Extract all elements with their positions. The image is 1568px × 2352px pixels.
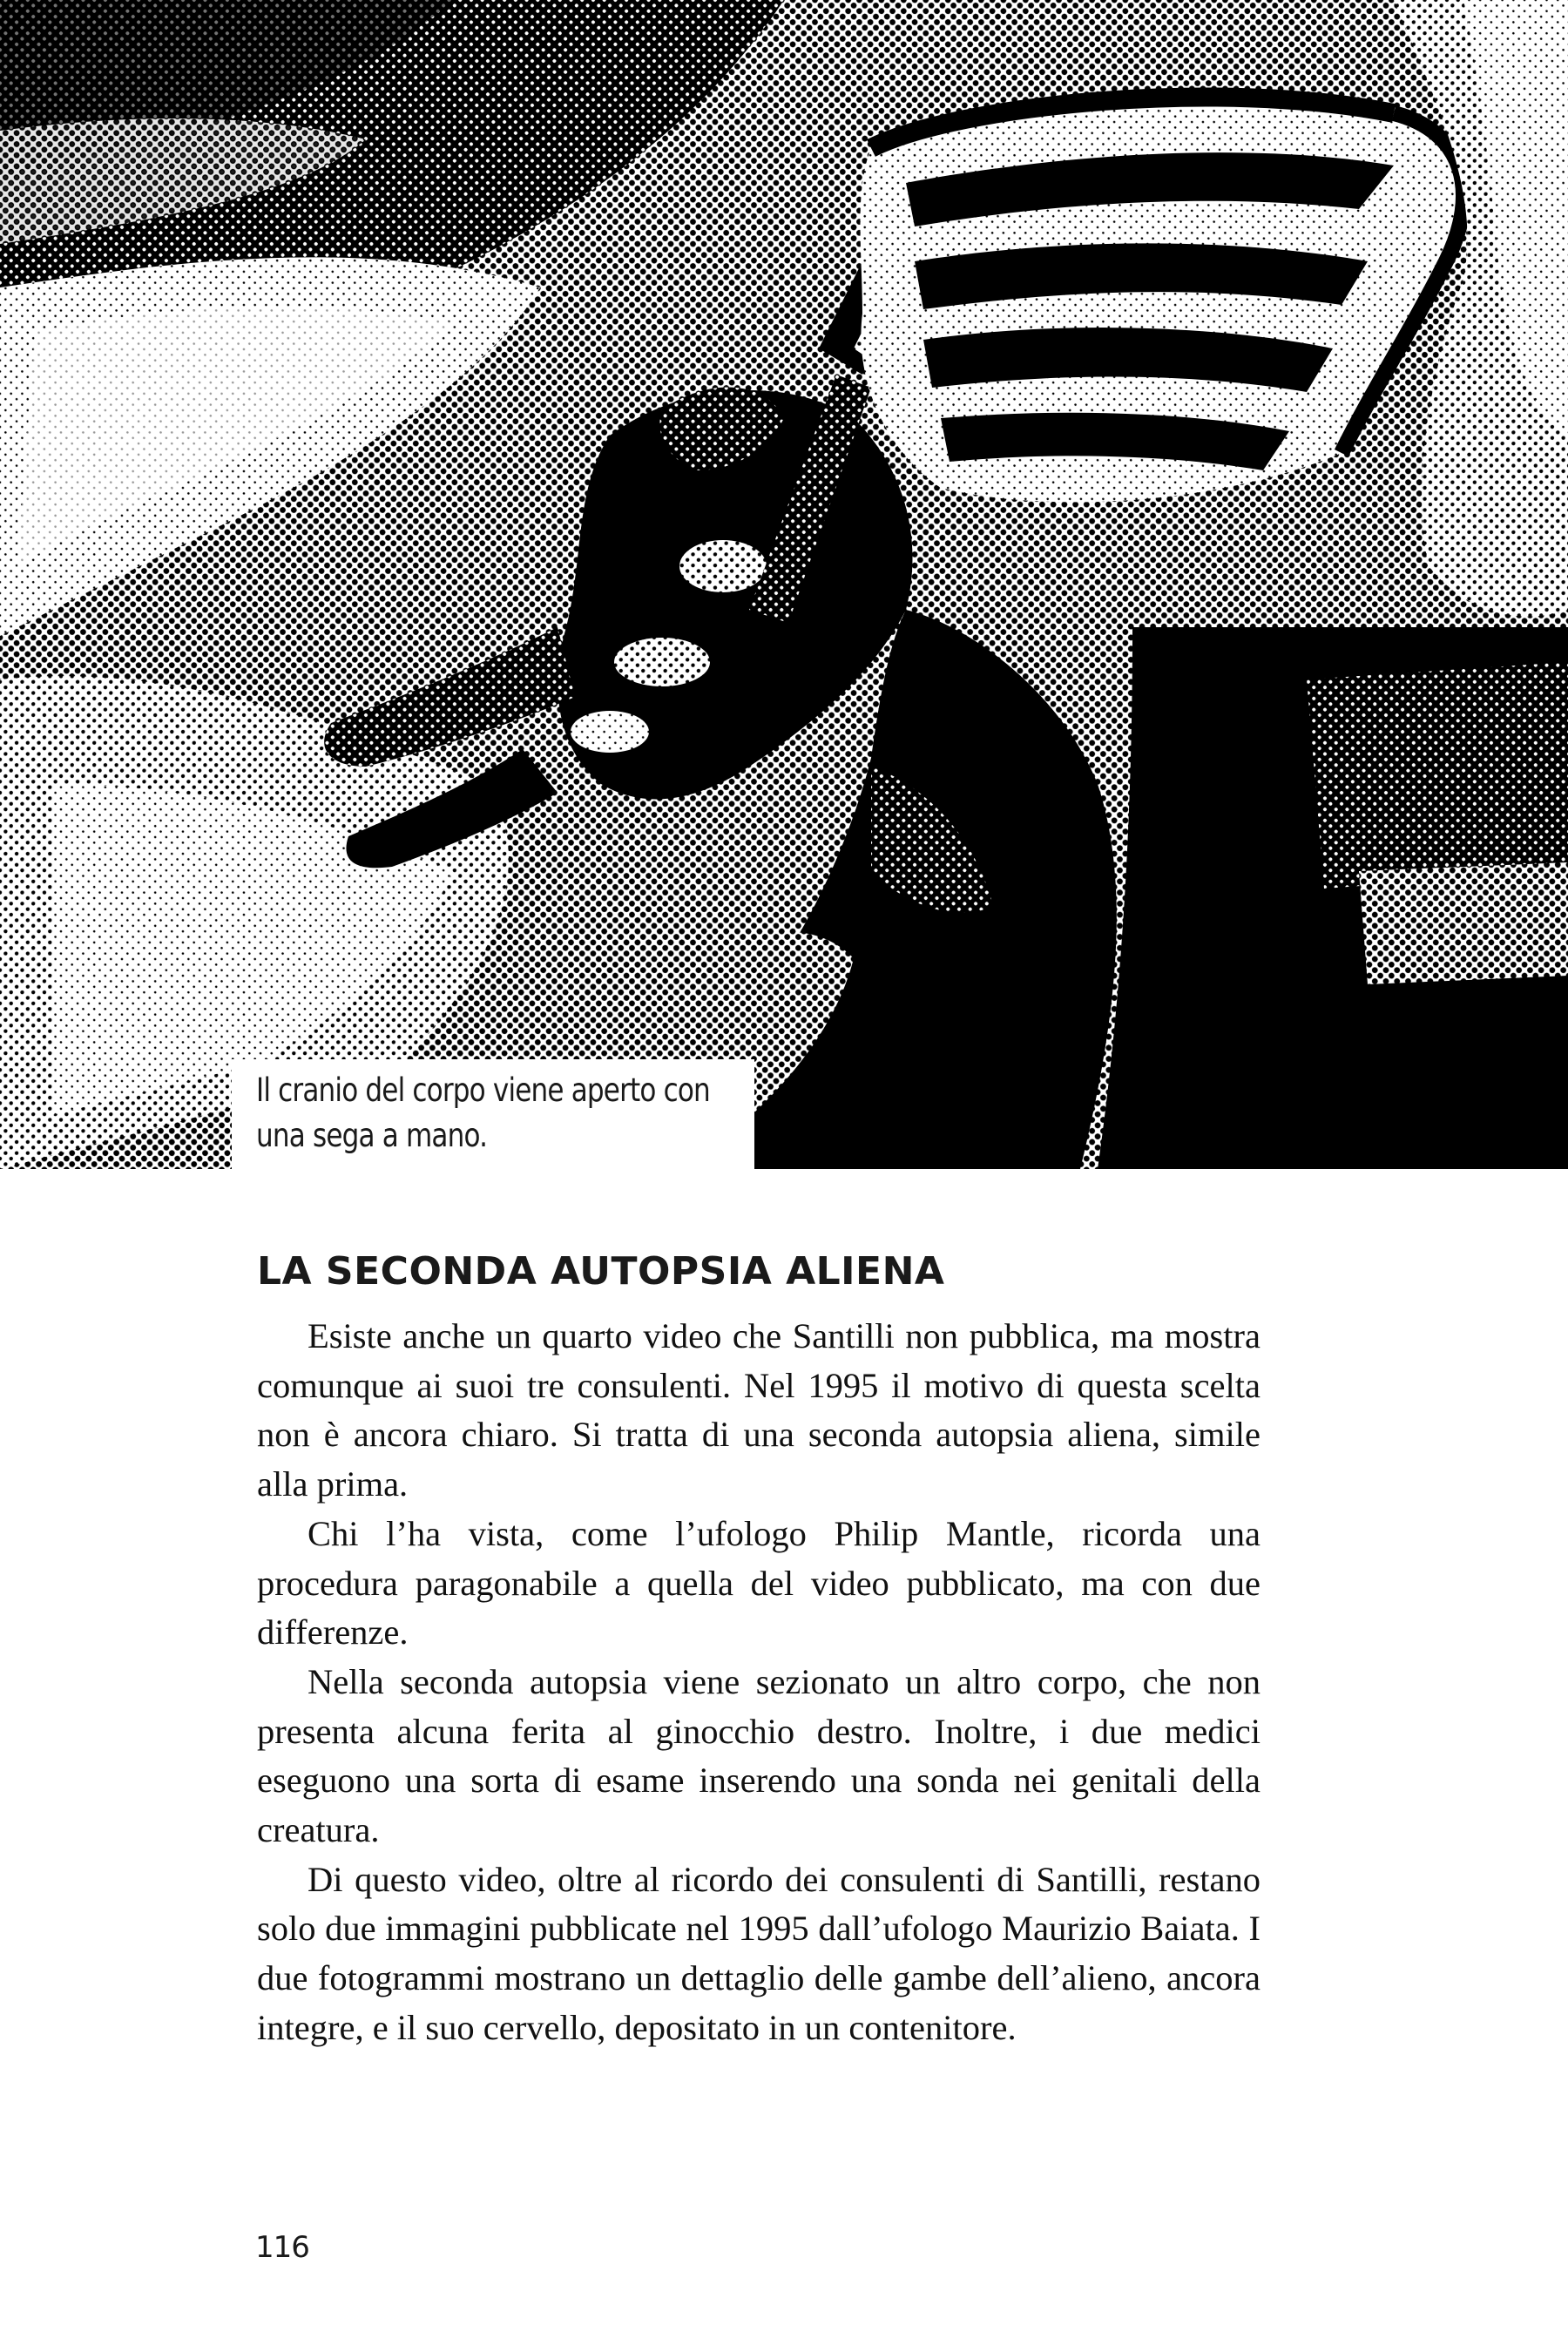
photo-caption	[232, 1059, 754, 1169]
paragraph: Esiste anche un quarto video che Santilli non pubblica, ma mostra comunque ai suoi tre consulenti. Nel 1995 il motivo di questa scelta non è ancora chiaro. Si tratta di una seconda autopsia aliena, simile alla prima.	[257, 1316, 1260, 1504]
caption-line-1: Il cranio del corpo viene aperto con	[256, 1071, 710, 1109]
page-number: 116	[255, 2230, 309, 2265]
paragraph: Di questo video, oltre al ricordo dei consulenti di Santilli, restano solo due immagini pubblicate nel 1995 dall’ufologo Maurizio Baiata. I due fotogrammi mostrano un dettaglio delle gambe dell’alieno, ancora integre, e il suo cervello, depositato in un contenitore.	[257, 1859, 1260, 2047]
section-heading: LA SECONDA AUTOPSIA ALIENA	[257, 1249, 945, 1294]
caption-line-2: una sega a mano.	[256, 1117, 488, 1154]
body-text	[257, 1312, 1260, 2053]
paragraph: Nella seconda autopsia viene sezionato un altro corpo, che non presenta alcuna ferita al ginocchio destro. Inoltre, i due medici eseguono una sorta di esame inserendo una sonda nei genitali della creatura.	[257, 1661, 1260, 1850]
halftone-photo-hand-saw-cranium-icon	[0, 0, 1568, 1169]
paragraph: Chi l’ha vista, come l’ufologo Philip Mantle, ricorda una procedura paragonabile a quella del video pubblicato, ma con due differenze.	[257, 1513, 1260, 1652]
halftone-photo	[0, 0, 1568, 1169]
